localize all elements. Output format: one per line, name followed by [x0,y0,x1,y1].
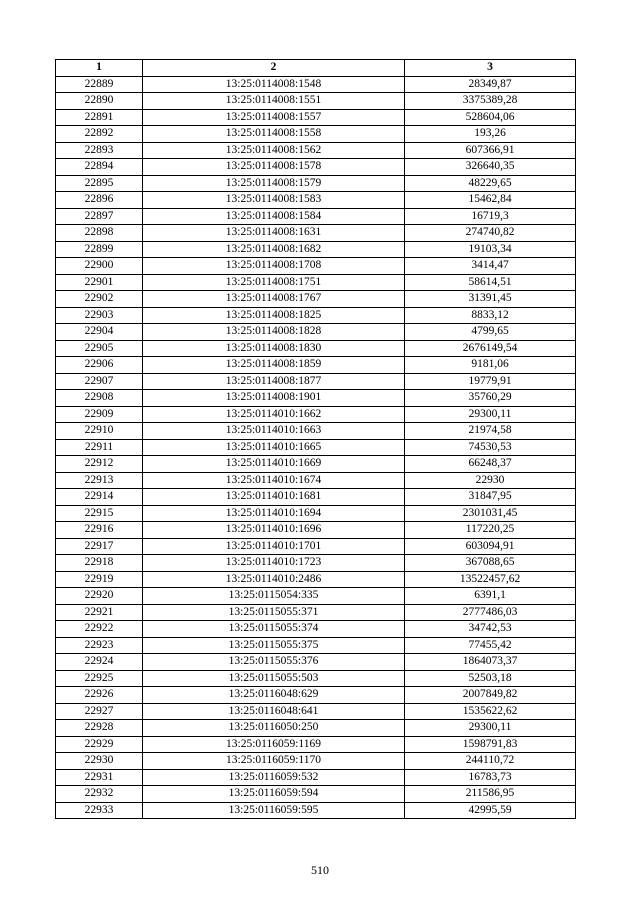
value-cell: 274740,82 [405,225,576,242]
table-body [56,76,576,819]
value-cell: 193,26 [405,126,576,143]
row-number-cell: 22899 [56,241,143,258]
row-number-cell: 22903 [56,307,143,324]
table-row [56,225,576,242]
value-cell: 16783,73 [405,769,576,786]
value-cell: 211586,95 [405,786,576,803]
value-cell: 2007849,82 [405,687,576,704]
cadastral-number-cell: 13:25:0114008:1551 [143,93,405,110]
row-number-cell: 22928 [56,720,143,737]
table-row [56,753,576,770]
table-row [56,786,576,803]
value-cell: 31391,45 [405,291,576,308]
cadastral-number-cell: 13:25:0115055:503 [143,670,405,687]
cadastral-number-cell: 13:25:0116050:250 [143,720,405,737]
row-number-cell: 22915 [56,505,143,522]
table-row [56,142,576,159]
table-row [56,538,576,555]
row-number-cell: 22921 [56,604,143,621]
value-cell: 4799,65 [405,324,576,341]
row-number-cell: 22901 [56,274,143,291]
value-cell: 35760,29 [405,390,576,407]
row-number-cell: 22922 [56,621,143,638]
cadastral-number-cell: 13:25:0114008:1828 [143,324,405,341]
value-cell: 1864073,37 [405,654,576,671]
cadastral-number-cell: 13:25:0114008:1751 [143,274,405,291]
value-cell: 9181,06 [405,357,576,374]
row-number-cell: 22929 [56,736,143,753]
column-header-2: 2 [143,60,405,77]
table-row [56,505,576,522]
data-table [55,59,576,819]
row-number-cell: 22891 [56,109,143,126]
row-number-cell: 22927 [56,703,143,720]
row-number-cell: 22923 [56,637,143,654]
row-number-cell: 22909 [56,406,143,423]
value-cell: 528604,06 [405,109,576,126]
cadastral-number-cell: 13:25:0115054:335 [143,588,405,605]
cadastral-number-cell: 13:25:0116059:532 [143,769,405,786]
row-number-cell: 22896 [56,192,143,209]
value-cell: 22930 [405,472,576,489]
row-number-cell: 22913 [56,472,143,489]
value-cell: 3414,47 [405,258,576,275]
column-header-3: 3 [405,60,576,77]
value-cell: 607366,91 [405,142,576,159]
table-row [56,324,576,341]
cadastral-number-cell: 13:25:0114008:1562 [143,142,405,159]
table-row [56,736,576,753]
value-cell: 2777486,03 [405,604,576,621]
cadastral-number-cell: 13:25:0115055:376 [143,654,405,671]
cadastral-number-cell: 13:25:0114008:1830 [143,340,405,357]
table-row [56,192,576,209]
cadastral-number-cell: 13:25:0114008:1583 [143,192,405,209]
table-row [56,703,576,720]
value-cell: 42995,59 [405,802,576,819]
table-row [56,406,576,423]
row-number-cell: 22914 [56,489,143,506]
table-row [56,769,576,786]
table-row [56,208,576,225]
table-row [56,472,576,489]
value-cell: 29300,11 [405,406,576,423]
table-row [56,670,576,687]
row-number-cell: 22924 [56,654,143,671]
row-number-cell: 22895 [56,175,143,192]
cadastral-number-cell: 13:25:0114010:1681 [143,489,405,506]
cadastral-number-cell: 13:25:0115055:375 [143,637,405,654]
cadastral-number-cell: 13:25:0114008:1708 [143,258,405,275]
table-row [56,522,576,539]
row-number-cell: 22897 [56,208,143,225]
cadastral-number-cell: 13:25:0114008:1877 [143,373,405,390]
table-row [56,621,576,638]
table-row [56,126,576,143]
row-number-cell: 22920 [56,588,143,605]
table-row [56,340,576,357]
cadastral-number-cell: 13:25:0114010:1723 [143,555,405,572]
table-row [56,258,576,275]
value-cell: 16719,3 [405,208,576,225]
table-row [56,654,576,671]
cadastral-number-cell: 13:25:0114008:1579 [143,175,405,192]
row-number-cell: 22904 [56,324,143,341]
row-number-cell: 22933 [56,802,143,819]
cadastral-number-cell: 13:25:0114008:1859 [143,357,405,374]
row-number-cell: 22894 [56,159,143,176]
cadastral-number-cell: 13:25:0116048:641 [143,703,405,720]
table-row [56,76,576,93]
cadastral-number-cell: 13:25:0116048:629 [143,687,405,704]
value-cell: 13522457,62 [405,571,576,588]
row-number-cell: 22905 [56,340,143,357]
value-cell: 77455,42 [405,637,576,654]
page-number: 510 [311,863,329,877]
row-number-cell: 22911 [56,439,143,456]
cadastral-number-cell: 13:25:0114010:1694 [143,505,405,522]
row-number-cell: 22930 [56,753,143,770]
cadastral-number-cell: 13:25:0114008:1767 [143,291,405,308]
value-cell: 21974,58 [405,423,576,440]
row-number-cell: 22918 [56,555,143,572]
value-cell: 2676149,54 [405,340,576,357]
cadastral-number-cell: 13:25:0116059:594 [143,786,405,803]
cadastral-number-cell: 13:25:0114008:1558 [143,126,405,143]
table-row [56,423,576,440]
value-cell: 1535622,62 [405,703,576,720]
cadastral-number-cell: 13:25:0114010:1663 [143,423,405,440]
table-row [56,439,576,456]
cadastral-number-cell: 13:25:0114008:1631 [143,225,405,242]
table-row [56,241,576,258]
value-cell: 117220,25 [405,522,576,539]
cadastral-number-cell: 13:25:0114008:1557 [143,109,405,126]
table-row [56,159,576,176]
table-row [56,307,576,324]
table-row [56,274,576,291]
cadastral-number-cell: 13:25:0114010:1669 [143,456,405,473]
row-number-cell: 22931 [56,769,143,786]
value-cell: 58614,51 [405,274,576,291]
cadastral-number-cell: 13:25:0114010:1665 [143,439,405,456]
value-cell: 29300,11 [405,720,576,737]
cadastral-number-cell: 13:25:0114008:1548 [143,76,405,93]
row-number-cell: 22917 [56,538,143,555]
value-cell: 19779,91 [405,373,576,390]
table-row [56,93,576,110]
cadastral-number-cell: 13:25:0114008:1901 [143,390,405,407]
cadastral-number-cell: 13:25:0114010:1662 [143,406,405,423]
table-row [56,456,576,473]
table-row [56,687,576,704]
row-number-cell: 22889 [56,76,143,93]
row-number-cell: 22910 [56,423,143,440]
row-number-cell: 22893 [56,142,143,159]
cadastral-number-cell: 13:25:0114010:1696 [143,522,405,539]
value-cell: 3375389,28 [405,93,576,110]
table-row [56,604,576,621]
table-row [56,720,576,737]
table-header-row [56,60,576,77]
table-row [56,390,576,407]
row-number-cell: 22892 [56,126,143,143]
table-row [56,571,576,588]
table-row [56,588,576,605]
value-cell: 28349,87 [405,76,576,93]
value-cell: 326640,35 [405,159,576,176]
value-cell: 31847,95 [405,489,576,506]
value-cell: 367088,65 [405,555,576,572]
row-number-cell: 22907 [56,373,143,390]
row-number-cell: 22916 [56,522,143,539]
cadastral-number-cell: 13:25:0116059:1170 [143,753,405,770]
row-number-cell: 22900 [56,258,143,275]
value-cell: 8833,12 [405,307,576,324]
row-number-cell: 22906 [56,357,143,374]
table-row [56,175,576,192]
value-cell: 34742,53 [405,621,576,638]
row-number-cell: 22898 [56,225,143,242]
table-row [56,555,576,572]
column-header-1: 1 [56,60,143,77]
table-row [56,373,576,390]
value-cell: 6391,1 [405,588,576,605]
cadastral-number-cell: 13:25:0115055:371 [143,604,405,621]
row-number-cell: 22912 [56,456,143,473]
cadastral-number-cell: 13:25:0114008:1825 [143,307,405,324]
row-number-cell: 22919 [56,571,143,588]
table-row [56,802,576,819]
value-cell: 2301031,45 [405,505,576,522]
cadastral-number-cell: 13:25:0114008:1578 [143,159,405,176]
table-row [56,489,576,506]
row-number-cell: 22890 [56,93,143,110]
cadastral-number-cell: 13:25:0114008:1584 [143,208,405,225]
value-cell: 15462,84 [405,192,576,209]
row-number-cell: 22932 [56,786,143,803]
table-row [56,291,576,308]
row-number-cell: 22902 [56,291,143,308]
value-cell: 52503,18 [405,670,576,687]
cadastral-number-cell: 13:25:0116059:1169 [143,736,405,753]
table-row [56,637,576,654]
row-number-cell: 22908 [56,390,143,407]
row-number-cell: 22926 [56,687,143,704]
value-cell: 603094,91 [405,538,576,555]
cadastral-number-cell: 13:25:0114010:1674 [143,472,405,489]
value-cell: 48229,65 [405,175,576,192]
value-cell: 19103,34 [405,241,576,258]
value-cell: 66248,37 [405,456,576,473]
table-row [56,357,576,374]
cadastral-number-cell: 13:25:0114008:1682 [143,241,405,258]
row-number-cell: 22925 [56,670,143,687]
value-cell: 244110,72 [405,753,576,770]
value-cell: 74530,53 [405,439,576,456]
cadastral-number-cell: 13:25:0114010:1701 [143,538,405,555]
table-row [56,109,576,126]
cadastral-number-cell: 13:25:0116059:595 [143,802,405,819]
cadastral-number-cell: 13:25:0114010:2486 [143,571,405,588]
cadastral-number-cell: 13:25:0115055:374 [143,621,405,638]
value-cell: 1598791,83 [405,736,576,753]
